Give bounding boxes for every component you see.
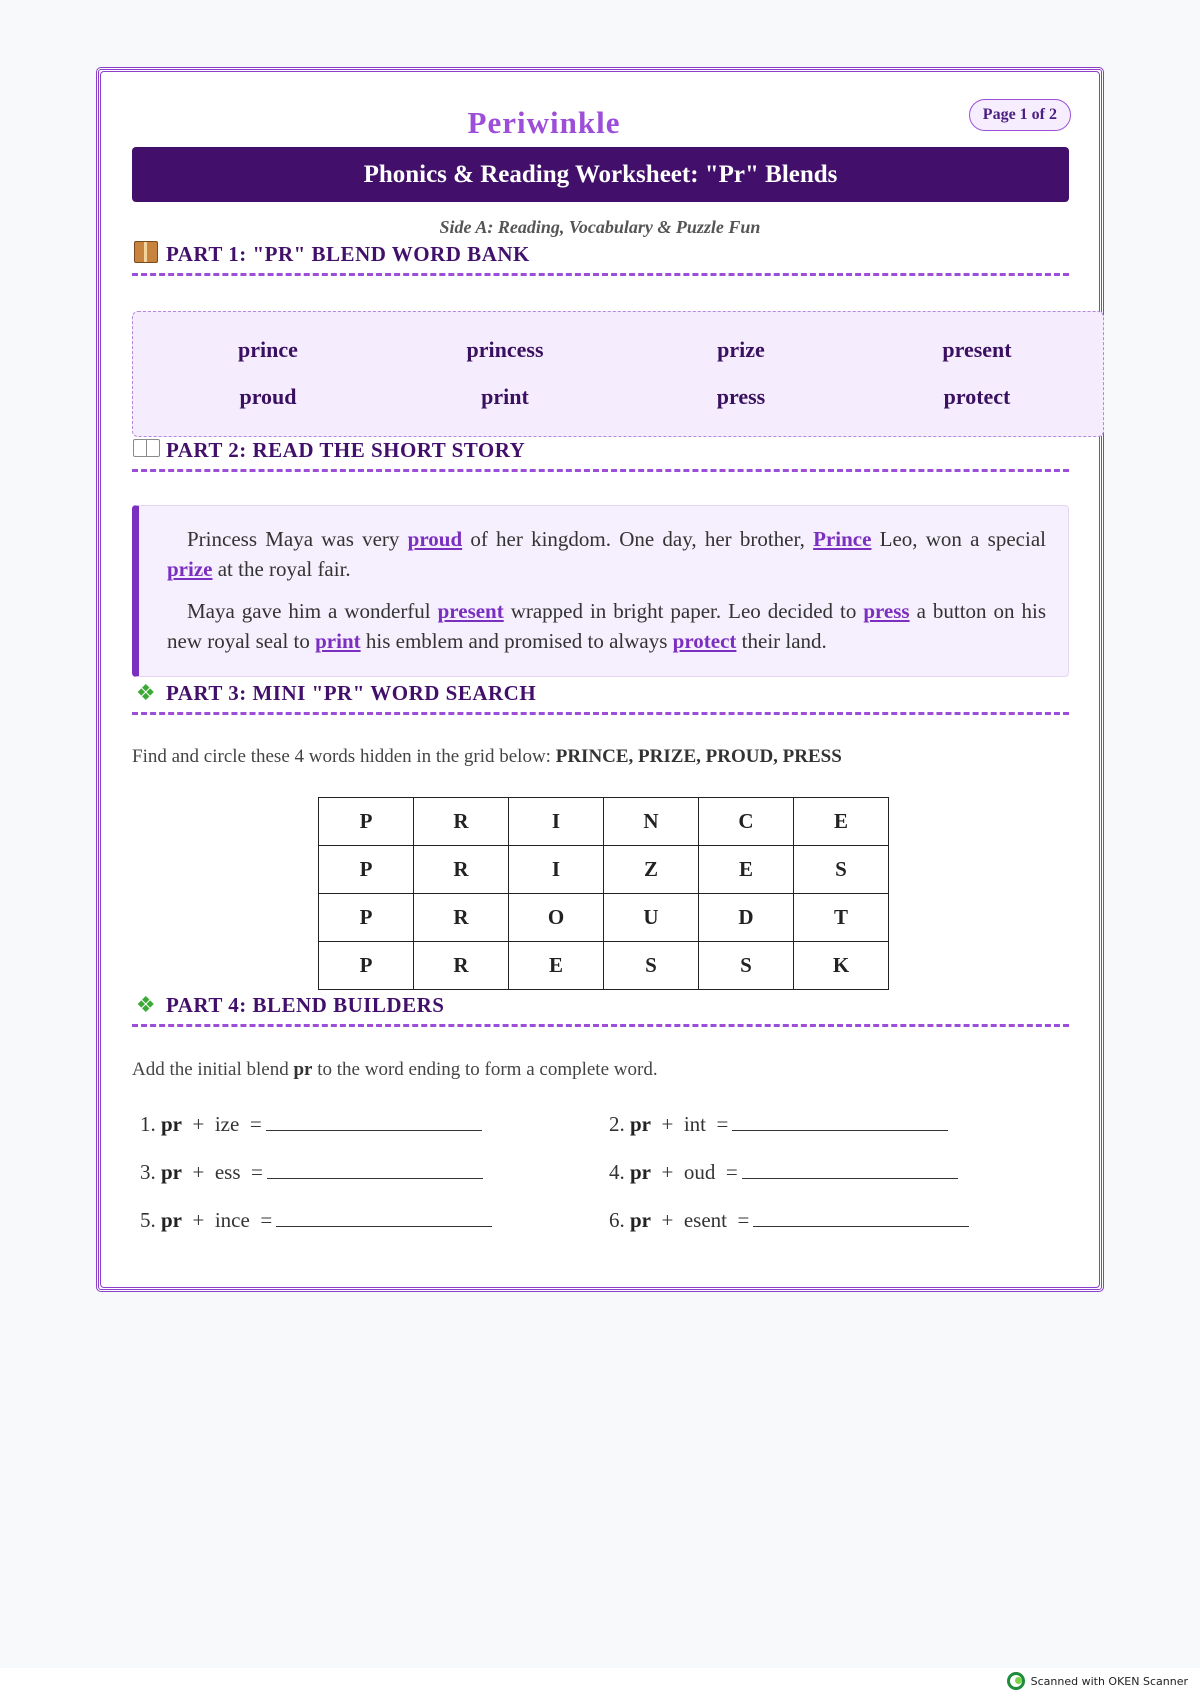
part3-heading <box>132 675 1069 715</box>
word-search-grid <box>318 797 889 990</box>
grid-cell[interactable]: U <box>604 894 699 942</box>
blend-builder-item: 1. pr + ize = <box>140 1110 482 1137</box>
grid-cell[interactable]: Z <box>604 846 699 894</box>
grid-row <box>319 846 889 894</box>
word-search-targets: PRINCE, PRIZE, PROUD, PRESS <box>555 746 842 767</box>
scanner-watermark <box>1007 1672 1188 1690</box>
grid-cell[interactable]: E <box>794 798 889 846</box>
worksheet-page <box>96 67 1104 1292</box>
answer-blank[interactable] <box>276 1206 492 1227</box>
word-bank-item: proud <box>239 384 297 409</box>
grid-cell[interactable]: I <box>509 798 604 846</box>
answer-blank[interactable] <box>753 1206 969 1227</box>
grid-cell[interactable]: K <box>794 942 889 990</box>
keyword-present: present <box>437 599 504 623</box>
word-bank-item: print <box>481 384 529 409</box>
keyword-protect: protect <box>672 629 737 653</box>
answer-blank[interactable] <box>732 1110 948 1131</box>
blend-builder-item: 5. pr + ince = <box>140 1206 492 1233</box>
keyword-prince: Prince <box>813 527 872 551</box>
puzzle-icon: ❖ <box>135 681 157 706</box>
story-paragraph: Princess Maya was very proud of her kingdom. One day, her brother, Prince Leo, won a special prize at the royal fair. <box>167 527 1046 581</box>
keyword-prize: prize <box>167 557 213 581</box>
answer-blank[interactable] <box>267 1158 483 1179</box>
grid-cell[interactable]: I <box>509 846 604 894</box>
word-bank <box>132 311 1104 437</box>
grid-cell[interactable]: R <box>414 798 509 846</box>
grid-cell[interactable]: C <box>699 798 794 846</box>
grid-row <box>319 894 889 942</box>
worksheet-title: Phonics & Reading Worksheet: "Pr" Blends <box>132 147 1069 202</box>
grid-cell[interactable]: T <box>794 894 889 942</box>
grid-cell[interactable]: P <box>319 846 414 894</box>
grid-cell[interactable]: S <box>794 846 889 894</box>
puzzle-icon: ❖ <box>135 993 157 1018</box>
word-bank-item: prize <box>717 337 765 362</box>
part2-heading <box>132 432 1069 472</box>
open-book-icon <box>132 438 160 463</box>
grid-cell[interactable]: R <box>414 942 509 990</box>
keyword-press: press <box>863 599 910 623</box>
part1-heading-text: PART 1: "PR" BLEND WORD BANK <box>166 242 530 266</box>
brand-title: Periwinkle <box>467 105 621 140</box>
short-story <box>132 505 1069 677</box>
part4-heading <box>132 987 1069 1027</box>
scanner-text: Scanned with OKEN Scanner <box>1030 1674 1188 1688</box>
grid-row <box>319 942 889 990</box>
grid-cell[interactable]: S <box>604 942 699 990</box>
oken-scanner-logo-icon <box>1007 1672 1025 1690</box>
answer-blank[interactable] <box>742 1158 958 1179</box>
word-bank-item: protect <box>943 384 1011 409</box>
grid-cell[interactable]: S <box>699 942 794 990</box>
story-paragraph: Maya gave him a wonderful present wrapped in bright paper. Leo decided to press a button on his new royal seal to print his emblem and promised to always protect their land. <box>167 599 1046 653</box>
grid-cell[interactable]: D <box>699 894 794 942</box>
package-icon <box>132 241 160 269</box>
grid-cell[interactable]: R <box>414 846 509 894</box>
grid-row <box>319 798 889 846</box>
blend-builder-item: 4. pr + oud = <box>609 1158 958 1185</box>
answer-blank[interactable] <box>266 1110 482 1131</box>
word-bank-item: princess <box>466 337 544 362</box>
worksheet-subtitle: Side A: Reading, Vocabulary & Puzzle Fun <box>439 217 761 237</box>
page-indicator-badge: Page 1 of 2 <box>969 99 1071 131</box>
grid-cell[interactable]: E <box>509 942 604 990</box>
grid-cell[interactable]: P <box>319 798 414 846</box>
grid-cell[interactable]: N <box>604 798 699 846</box>
word-bank-item: present <box>942 337 1012 362</box>
word-bank-item: prince <box>238 337 298 362</box>
part3-heading-text: PART 3: MINI "PR" WORD SEARCH <box>166 681 537 705</box>
grid-cell[interactable]: P <box>319 894 414 942</box>
word-search-instructions: Find and circle these 4 words hidden in the grid below: PRINCE, PRIZE, PROUD, PRESS <box>132 746 842 767</box>
grid-cell[interactable]: O <box>509 894 604 942</box>
grid-cell[interactable]: P <box>319 942 414 990</box>
grid-cell[interactable]: R <box>414 894 509 942</box>
word-bank-item: press <box>716 384 766 409</box>
keyword-proud: proud <box>407 527 463 551</box>
blend-builder-item: 2. pr + int = <box>609 1110 948 1137</box>
part2-heading-text: PART 2: READ THE SHORT STORY <box>166 438 526 462</box>
keyword-print: print <box>315 629 361 653</box>
blend-builder-instructions: Add the initial blend pr to the word ending to form a complete word. <box>132 1059 658 1080</box>
grid-cell[interactable]: E <box>699 846 794 894</box>
blend-builder-item: 3. pr + ess = <box>140 1158 483 1185</box>
blend-builder-item: 6. pr + esent = <box>609 1206 969 1233</box>
part1-heading <box>132 236 1069 276</box>
part4-heading-text: PART 4: BLEND BUILDERS <box>166 993 445 1017</box>
